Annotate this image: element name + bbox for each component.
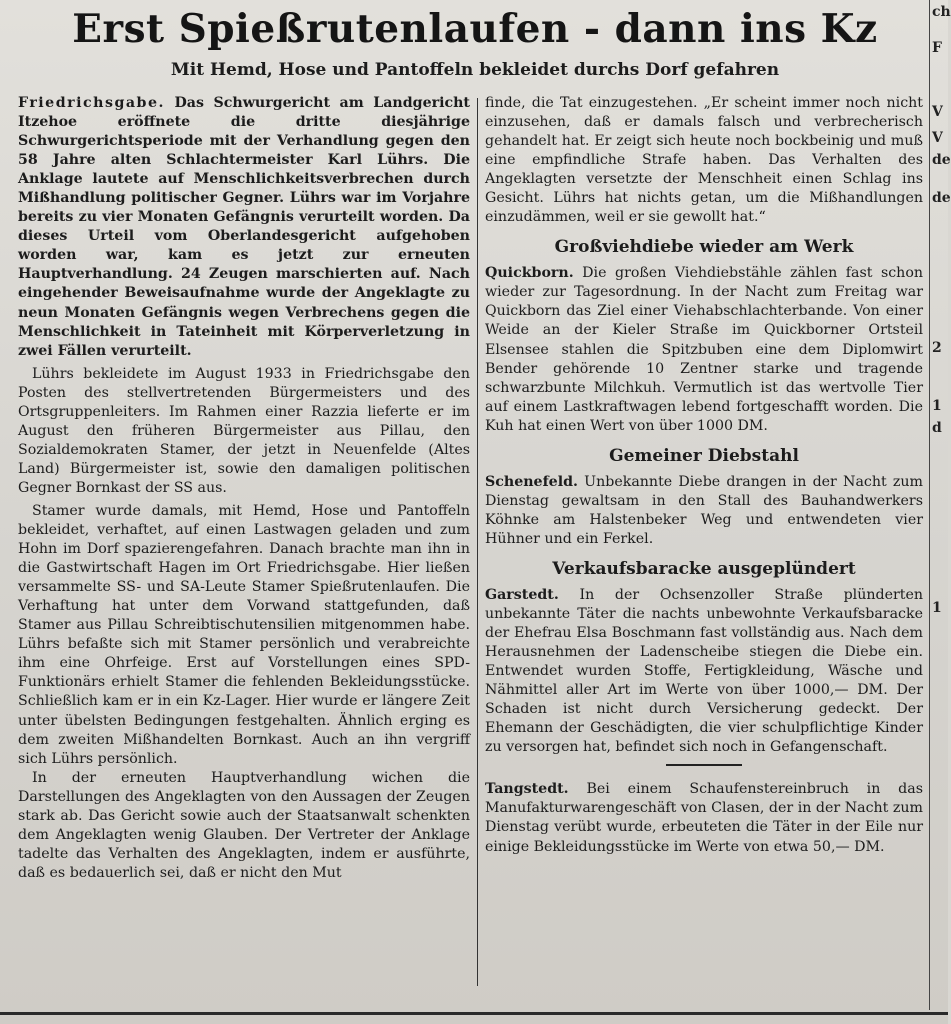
article-text: Bei einem Schaufenstereinbruch in das Manufakturwarengeschäft von Clasen, der in der Nacht zum Dienstag verübt wurde, erbeuteten die Täter in der Eile nur einige Bekleidungsstücke im Werte von etwa 50,— DM. [485,781,923,855]
main-article-paragraph: In der erneuten Hauptverhandlung wichen die Darstellungen des Angeklagten von den Aussagen der Zeugen stark ab. Das Gericht sowie auch der Staatsanwalt schenkten dem Angeklagten wenig Glauben. Der Vertreter der Anklage tadelte das Verhalten des Angeklagten, indem er ausführte, daß es bedauerlich sei, daß er nicht den Mut [18,769,470,881]
edge-fragment: F [932,40,942,56]
edge-fragment: d [932,420,942,436]
edge-fragment: de [932,190,951,206]
main-article-continuation: finde, die Tat einzugestehen. „Er scheint immer noch nicht einzusehen, daß er damals falsch und verbrecherisch gehandelt hat. Er zeigt sich heute noch bockbeinig und muß eine empfindliche Strafe haben. Das Verhalten des Angeklagten versetzte der Menschheit einen Schlag ins Gesicht. Lührs hat nichts getan, um die Mißhandlungen einzudämmen, weil er sie gewollt hat.“ [485,95,923,226]
article-text: Unbekannte Diebe drangen in der Nacht zum Dienstag gewaltsam in den Stall des Bauhandwerkers Köhnke am Halstenbeker Weg und entwendeten vier Hühner und ein Ferkel. [485,473,923,547]
headline: Erst Spießrutenlaufen - dann ins Kz [72,6,878,52]
main-article-paragraph: Stamer wurde damals, mit Hemd, Hose und Pantoffeln bekleidet, verhaftet, auf einen Lastwagen geladen und zum Hohn im Dorf spazierengefahren. Danach brachte man ihn in die Gastwirtschaft Hagen im Ort Friedrichsgabe. Hier ließen versammelte SS- und SA-Leute Stamer Spießrutenlaufen. Die Verhaftung hat unter dem Vorwand stattgefunden, daß Stamer aus Pillau Schreibtischutensilien mitgenommen habe. Lührs befaßte sich mit Stamer persönlich und verabreichte ihm eine Ohrfeige. Erst auf Vorstellungen eines SPD-Funktionärs erhielt Stamer die fehlenden Bekleidungsstücke. Schließlich kam er in ein Kz-Lager. Hier wurde er längere Zeit unter übelsten Bedingungen festgehalten. Ähnlich erging es dem zweiten Mißhandelten Bornkast. Auch an ihn vergriff sich Lührs persönlich. [18,502,470,767]
dateline: Tangstedt. [485,781,569,798]
edge-fragment: de [932,152,951,168]
dateline: Garstedt. [485,586,559,603]
edge-fragment: 2 [932,340,942,356]
dateline: Quickborn. [485,265,574,282]
edge-fragment: 1 [932,398,942,414]
article-body [485,473,923,549]
main-article-lead [18,94,470,361]
article-title: Großviehdiebe wieder am Werk [554,237,854,258]
article-text: In der Ochsenzoller Straße plünderten unbekannte Täter die nachts unbewohnte Verkaufsbaracke der Ehefrau Elsa Boschmann fast vollständig aus. Nach dem Herausnehmen der Ladenscheibe stiegen die Diebe ein. Entwendet wurden Stoffe, Fertigkleidung, Wäsche und Nähmittel aller Art im Werte von über 1000,— DM. Der Schaden ist nicht durch Versicherung gedeckt. Der Ehemann der Geschädigten, die vier schulpflichtige Kinder zu versorgen hat, befindet sich noch in Gefangenschaft. [485,586,923,756]
right-column [485,94,923,857]
article-body [485,264,923,435]
lead-text: Das Schwurgericht am Landgericht Itzehoe eröffnete die dritte diesjährige Schwurgerichtsperiode mit der Verhandlung gegen den 58 Jahre alten Schlachtermeister Karl Lührs. Die Anklage lautete auf Menschlichkeitsverbrechen durch Mißhandlung politischer Gegner. Lührs war im Vorjahre bereits zu vier Monaten Gefängnis verurteilt worden. Da dieses Urteil vom Oberlandesgericht aufgehoben worden war, kam es jetzt zur erneuten Hauptverhandlung. 24 Zeugen marschierten auf. Nach eingehender Beweisaufnahme wurde der Angeklagte zu neun Monaten Gefängnis wegen Verbrechens gegen die Menschlichkeit in Tateinheit mit Körperverletzung in zwei Fällen verurteilt. [18,95,470,359]
dateline: Friedrichsgabe. [18,95,165,111]
edge-fragment: ch [932,4,951,20]
article-title: Gemeiner Diebstahl [609,445,799,466]
dateline: Schenefeld. [485,473,578,490]
edge-fragment: V [932,104,943,120]
article-text: Die großen Viehdiebstähle zählen fast schon wieder zur Tagesordnung. In der Nacht zum Freitag war Quickborn das Ziel einer Viehabschlachterbande. Von einer Weide an der Kieler Straße im Quickborner Ortsteil Elsensee stahlen die Spitzbuben eine dem Diplomwirt Bender gehörende 10 Zentner starke und tragende schwarzbunte Milchkuh. Vermutlich ist das wertvolle Tier auf einem Lastkraftwagen lebend fortgeschafft worden. Die Kuh hat einen Wert von über 1000 DM. [485,265,923,434]
article-body [485,586,923,757]
edge-fragment: 1 [932,600,942,616]
main-article-paragraph: Lührs bekleidete im August 1933 in Friedrichsgabe den Posten des stellvertretenden Bürgermeisters und des Ortsgruppenleiters. Im Rahmen einer Razzia lieferte er im August den früheren Bürgermeister aus Pillau, den Sozialdemokraten Stamer, der jetzt in Neuenfelde (Altes Land) Bürgermeister ist, sowie den damaligen politischen Gegner Bornkast der SS aus. [18,365,470,496]
article-title: Verkaufsbaracke ausgeplündert [552,558,856,579]
article-body [485,780,923,856]
column-divider [477,98,478,986]
section-divider [666,764,742,766]
edge-fragment: V [932,130,943,146]
left-column [18,94,470,883]
subheadline: Mit Hemd, Hose und Pantoffeln bekleidet durchs Dorf gefahren [170,60,780,80]
right-column-divider [929,0,930,1010]
bottom-rule [0,1012,948,1015]
